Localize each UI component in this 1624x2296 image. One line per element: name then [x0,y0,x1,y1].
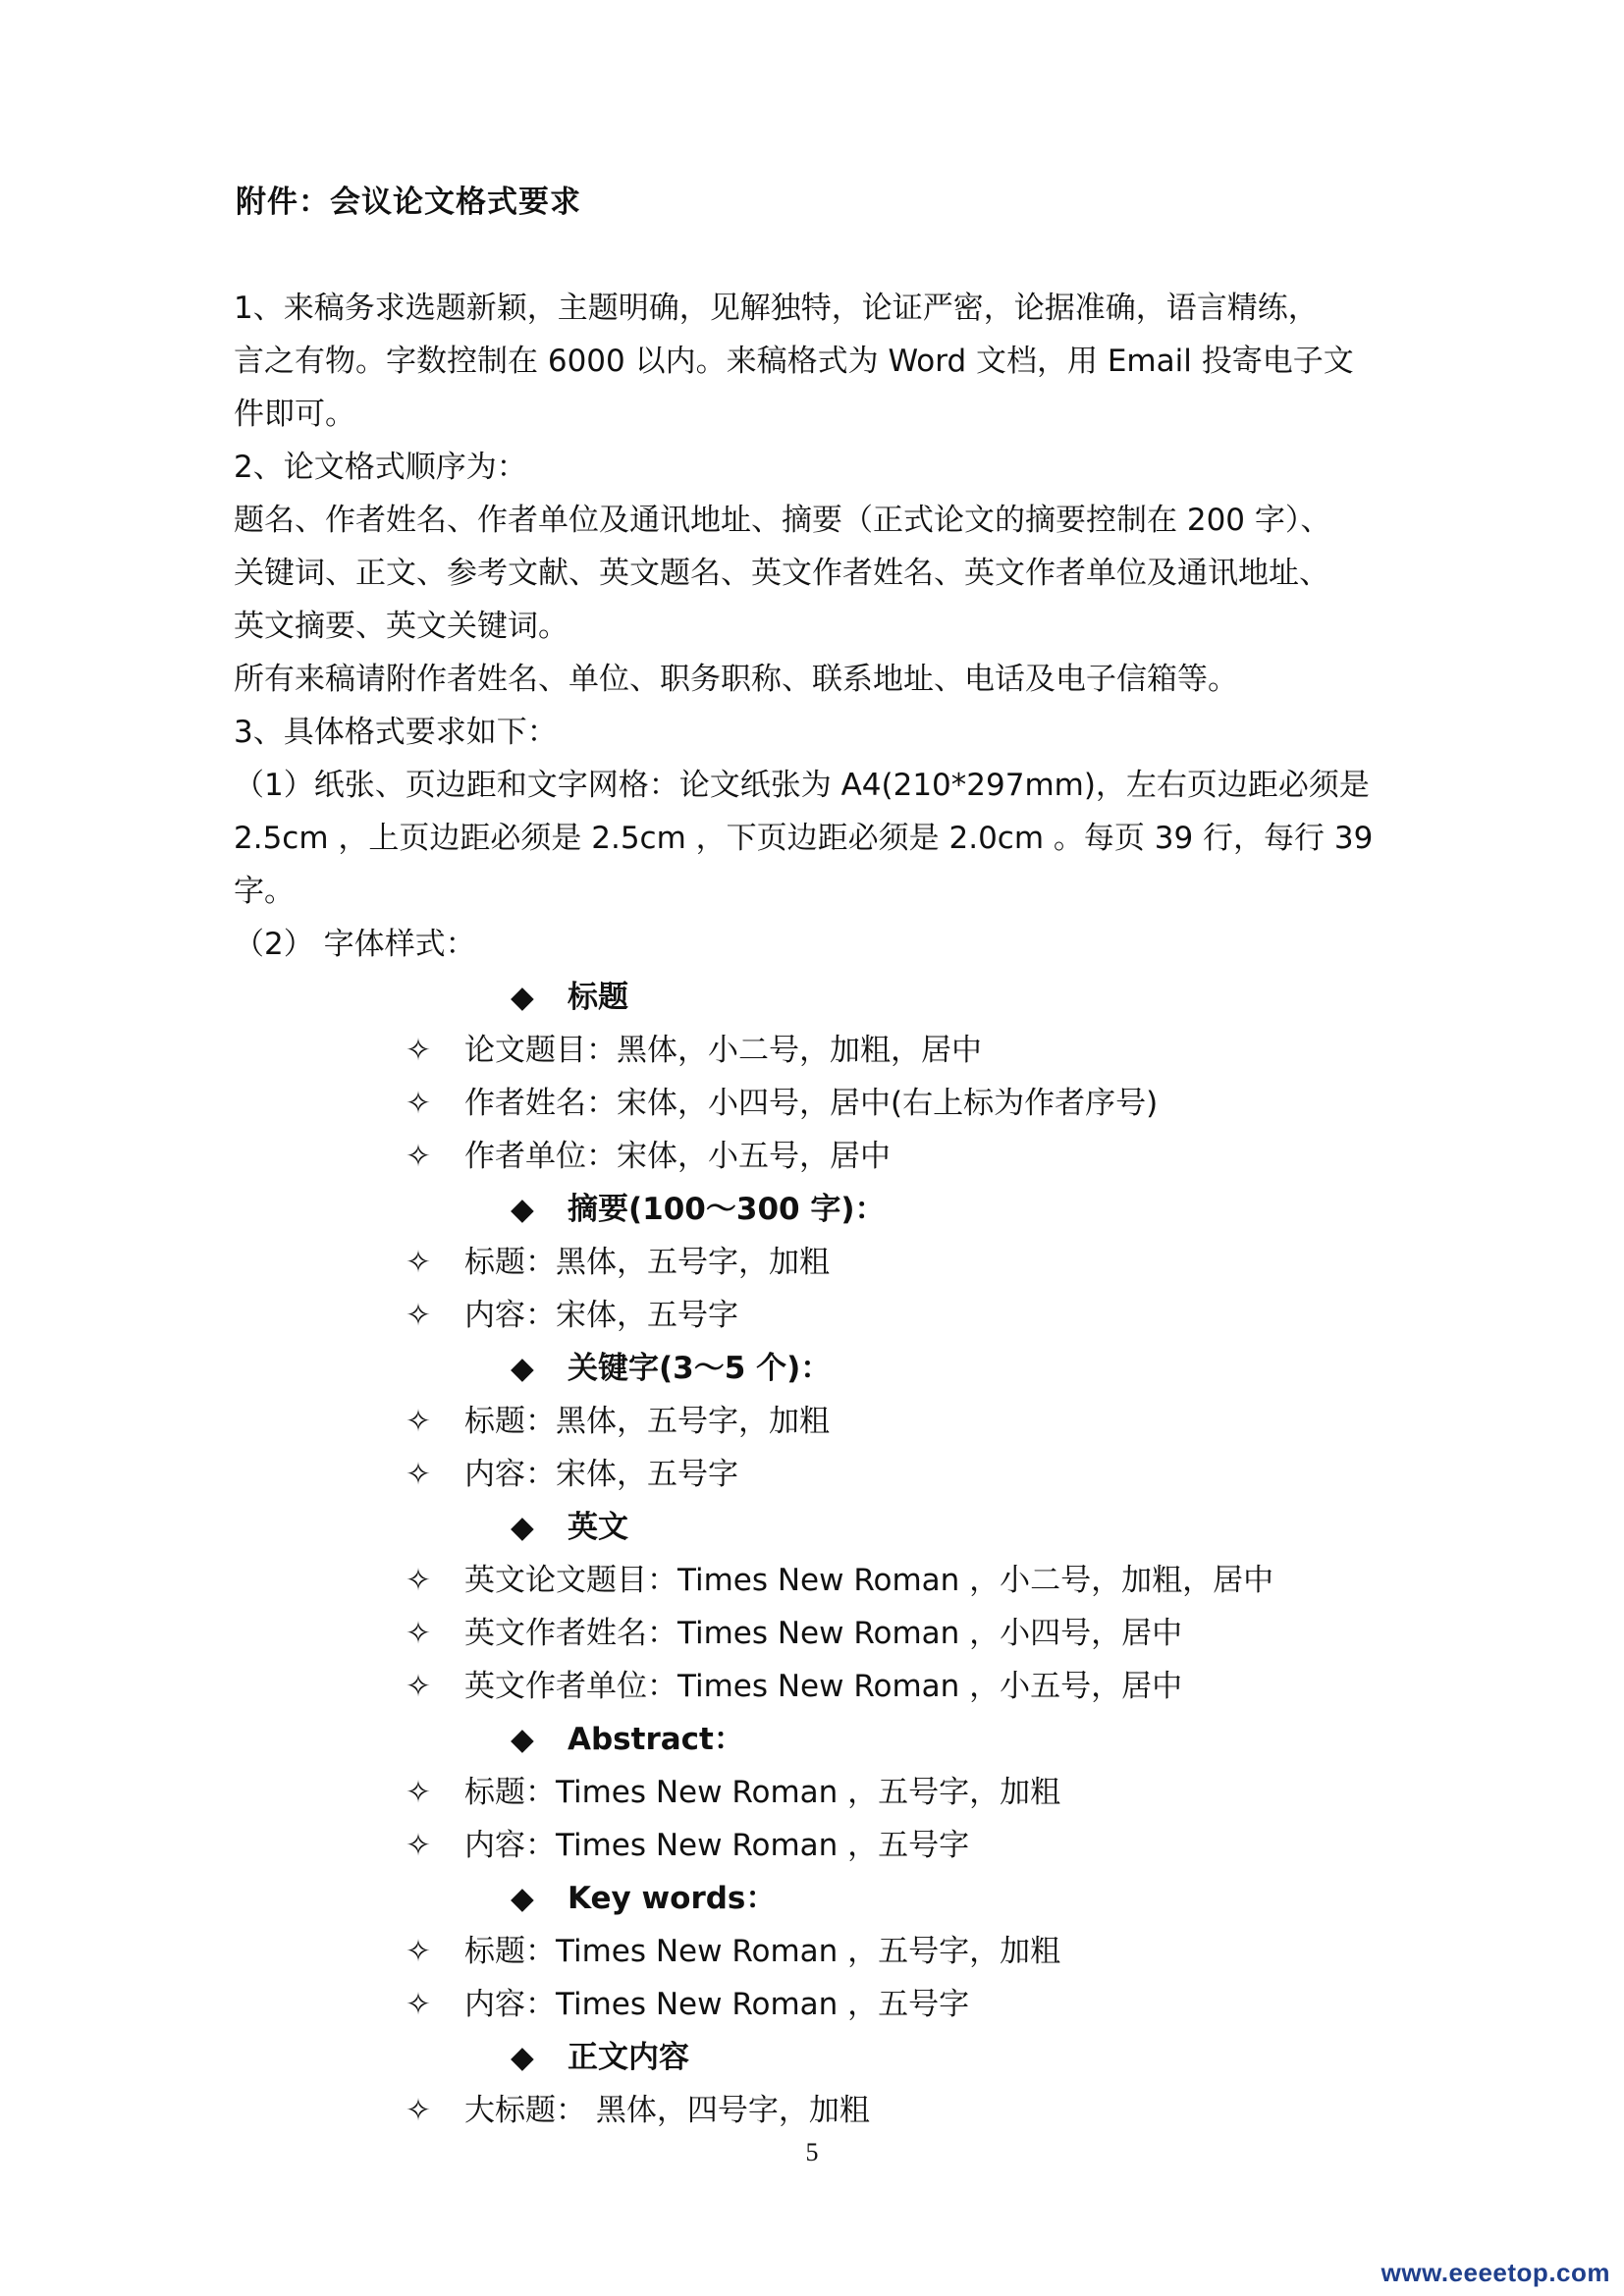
list-item-text: 内容：宋体，五号字 [464,1457,738,1492]
paragraph-line: （1）纸张、页边距和文字网格：论文纸张为 A4(210*297mm)，左右页边距必须是 [234,768,1370,803]
sparkle-bullet-icon: ✧ [406,1245,431,1280]
paragraph-line: 2、论文格式顺序为： [234,450,527,485]
list-item-text: 标题：Times New Roman ，五号字，加粗 [464,1775,1061,1810]
list-item [234,1607,1424,1660]
paragraph-line: 所有来稿请附作者姓名、单位、职务职称、联系地址、电话及电子信箱等。 [234,662,1238,697]
diamond-icon: ◆ [511,1510,534,1545]
page-number: 5 [805,2138,819,2166]
sparkle-bullet-icon: ✧ [406,1828,431,1863]
sparkle-bullet-icon: ✧ [406,1086,431,1121]
list-item [234,1024,1424,1077]
sparkle-bullet-icon: ✧ [406,1033,431,1068]
paragraph-line: 件即可。 [234,397,355,432]
section-heading-text: 英文 [568,1510,628,1545]
list-item-text: 论文题目：黑体，小二号，加粗，居中 [464,1033,982,1068]
sparkle-bullet-icon: ✧ [406,1563,431,1598]
diamond-icon: ◆ [511,1351,534,1386]
list-item-text: 英文作者单位：Times New Roman ，小五号，居中 [464,1669,1183,1704]
paragraph-line: （2） 字体样式： [234,927,476,962]
sparkle-bullet-icon: ✧ [406,1934,431,1969]
section-heading [234,1872,1424,1925]
list-item-text: 作者单位：宋体，小五号，居中 [464,1139,891,1174]
watermark: www.eeeetop.com [1380,2258,1610,2287]
paragraph-line: 2.5cm ，上页边距必须是 2.5cm ，下页边距必须是 2.0cm 。每页 39 行，每行 39 [234,821,1374,856]
list-item [234,1978,1424,2031]
diamond-icon: ◆ [511,2040,534,2075]
section-heading [234,1501,1424,1554]
list-item-text: 内容：Times New Roman ，五号字 [464,1987,970,2022]
sparkle-bullet-icon: ✧ [406,1775,431,1810]
list-item-text: 英文论文题目：Times New Roman ，小二号，加粗，居中 [464,1563,1274,1598]
section-heading-text: 摘要(100～300 字)： [568,1192,886,1227]
sparkle-bullet-icon: ✧ [406,2093,431,2128]
sparkle-bullet-icon: ✧ [406,1616,431,1651]
list-item [234,1130,1424,1183]
sparkle-bullet-icon: ✧ [406,1669,431,1704]
section-heading [234,1183,1424,1236]
list-item [234,1077,1424,1130]
list-item [234,1448,1424,1501]
paragraph-line: 字。 [234,874,295,909]
list-item [234,1289,1424,1342]
list-item [234,1766,1424,1819]
sparkle-bullet-icon: ✧ [406,1987,431,2022]
list-item-text: 内容：Times New Roman ，五号字 [464,1828,970,1863]
list-item [234,1660,1424,1713]
list-item [234,1925,1424,1978]
list-item-text: 英文作者姓名：Times New Roman ，小四号，居中 [464,1616,1183,1651]
list-item-text: 标题：Times New Roman ，五号字，加粗 [464,1934,1061,1969]
sparkle-bullet-icon: ✧ [406,1404,431,1439]
diamond-icon: ◆ [511,1192,534,1227]
sparkle-bullet-icon: ✧ [406,1139,431,1174]
diamond-icon: ◆ [511,1881,534,1916]
section-heading [234,1342,1424,1395]
list-item [234,1395,1424,1448]
section-heading [234,1713,1424,1766]
section-heading [234,2031,1424,2084]
list-item [234,2084,1424,2137]
list-item [234,1554,1424,1607]
document-body [234,282,1424,2137]
paragraph-line: 言之有物。字数控制在 6000 以内。来稿格式为 Word 文档，用 Email 投寄电子文 [234,344,1354,379]
section-heading-text: 标题 [568,980,628,1015]
list-item-text: 大标题： 黑体，四号字，加粗 [464,2093,870,2128]
list-item-text: 内容：宋体，五号字 [464,1298,738,1333]
paragraph-line: 关键词、正文、参考文献、英文题名、英文作者姓名、英文作者单位及通讯地址、 [234,556,1329,591]
paragraph-line: 题名、作者姓名、作者单位及通讯地址、摘要（正式论文的摘要控制在 200 字）、 [234,503,1331,538]
list-item [234,1236,1424,1289]
paragraph-line: 英文摘要、英文关键词。 [234,609,568,644]
paragraph-line: 1、来稿务求选题新颖，主题明确，见解独特，论证严密，论据准确，语言精练， [234,291,1319,326]
section-heading [234,971,1424,1024]
section-heading-text: Key words： [568,1881,777,1916]
section-heading-text: 正文内容 [568,2040,689,2075]
list-item-text: 作者姓名：宋体，小四号，居中(右上标为作者序号) [464,1086,1159,1121]
diamond-icon: ◆ [511,980,534,1015]
list-item-text: 标题：黑体，五号字，加粗 [464,1404,830,1439]
sparkle-bullet-icon: ✧ [406,1457,431,1492]
paragraph-line: 3、具体格式要求如下： [234,715,558,750]
page-title: 附件：会议论文格式要求 [236,185,581,220]
diamond-icon: ◆ [511,1722,534,1757]
sparkle-bullet-icon: ✧ [406,1298,431,1333]
list-item-text: 标题：黑体，五号字，加粗 [464,1245,830,1280]
section-heading-text: Abstract： [568,1722,744,1757]
section-heading-text: 关键字(3～5 个)： [568,1351,832,1386]
list-item [234,1819,1424,1872]
